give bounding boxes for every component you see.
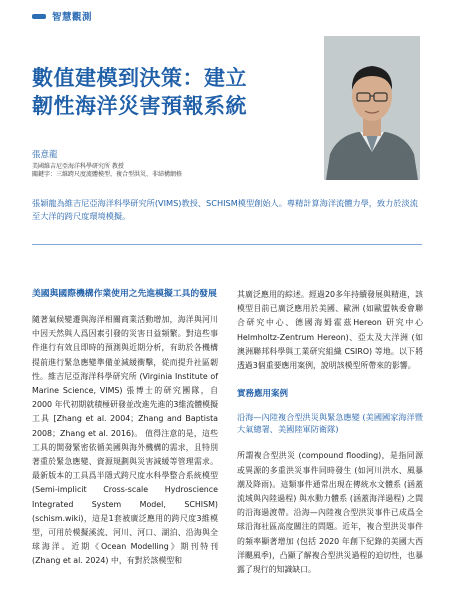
section-tag (32, 9, 92, 23)
author-portrait-illustration (324, 36, 420, 180)
author-name: 張意龍 (32, 150, 58, 160)
left-body-text: 隨著氣候變遷與海洋相關商業活動增加，海洋與河川中因天然與人爲因素引發的災害日益頻繁。對這些事件進行有效且即時的預測與近期分析，有助於各機構提前進行緊急應變準備並減緩衝擊，從而提升社區韌性。維吉尼亞海洋科學研究所 (Virginia Institute of Marine Science, VIMS) 張博士的研究團隊，自 2000 年代初期就積極研發並改進先進的3維流體模擬工具 [Zhang et al. 2004；Zhang and Baptista 2008；Zhang et al. 2016)。 值得注意的是，這些工具的開發緊密依循美國與海外機構的需求，且特別著重於緊急應變、資源規劃與災害減緩等管理需求。最新版本的工具爲半隱式跨尺度水科學整合系統模型 (Semi-implicit Cross-scale Hydroscience Integrated System Model, SCHISM) (schism.wiki)，這是1套被廣泛應用的跨尺度3維模型，可用於模擬溪流、河川、河口、湖泊、沿海與全球海洋。近期《Ocean Modelling》期刊特刊 (Zhang et al. 2024) 中，有對於該模型和 (32, 315, 218, 566)
right-body-text: 其廣泛應用的綜述。經過20多年持續發展與精進，該模型目前已廣泛應用於美國、歐洲 (如歐盟執委會聯合研究中心、德國海姆霍茲Hereon 研究中心Helmholtz-Zentrum Hereon)、亞太及大洋洲 (如澳洲聯邦科學與工業研究組織 CSIRO) 等地。以下將透過3個重要應用案例，說明該模型所帶來的影響。 (237, 290, 423, 371)
case-body-text: 所謂複合型洪災 (compound flooding)，是指同源或異源的多重洪災事件同時發生 (如河川洪水、風暴潮及降雨)。這類事件通常出現在傳統水文體系 (涵蓋流域與內陸過程) 與水動力體系 (涵蓋海洋過程) 之間的沿海過渡帶。沿海—內陸複合型洪災事件已成爲全球沿海社區高度關注的問題。近年，複合型洪災事件的頻率顯著增加 (包括 2020 年創下紀錄的美國大西洋颶風季)，凸顯了解複合型洪災過程的迫切性，也暴露了現行的知識缺口。 (237, 451, 423, 575)
author-photo (324, 36, 420, 180)
author-affiliation: 美國維吉尼亞海洋科學研究所 教授 (32, 163, 124, 170)
section-label: 智慧觀測 (52, 12, 93, 23)
section-bar (32, 14, 46, 19)
article-title (32, 64, 302, 120)
article-title-line-1: 數值建模到決策：建立 (32, 66, 247, 90)
divider (32, 244, 422, 245)
left-section-heading: 美國與國際機構作業使用之先進模擬工具的發展 (32, 289, 217, 299)
right-column (237, 288, 423, 577)
author-block (32, 150, 182, 179)
intro-paragraph: 張穎龍為維吉尼亞海洋科學研究所(VIMS)教授、SCHISM模型創始人。專精計算海洋流體力學，致力於淡流至大洋的跨尺度環境模擬。 (32, 198, 418, 221)
right-section-heading: 實務應用案例 (237, 389, 289, 400)
left-column (32, 288, 218, 569)
author-keywords: 關鍵字：三維跨尺度流體模型、複合型洪災、非結構網格 (32, 171, 183, 178)
article-title-line-2: 韌性海洋災害預報系統 (32, 94, 247, 118)
case-title: 沿海—內陸複合型洪災與緊急應變 (美國國家海洋暨大氣總署、美國陸軍防衛隊) (237, 412, 423, 435)
